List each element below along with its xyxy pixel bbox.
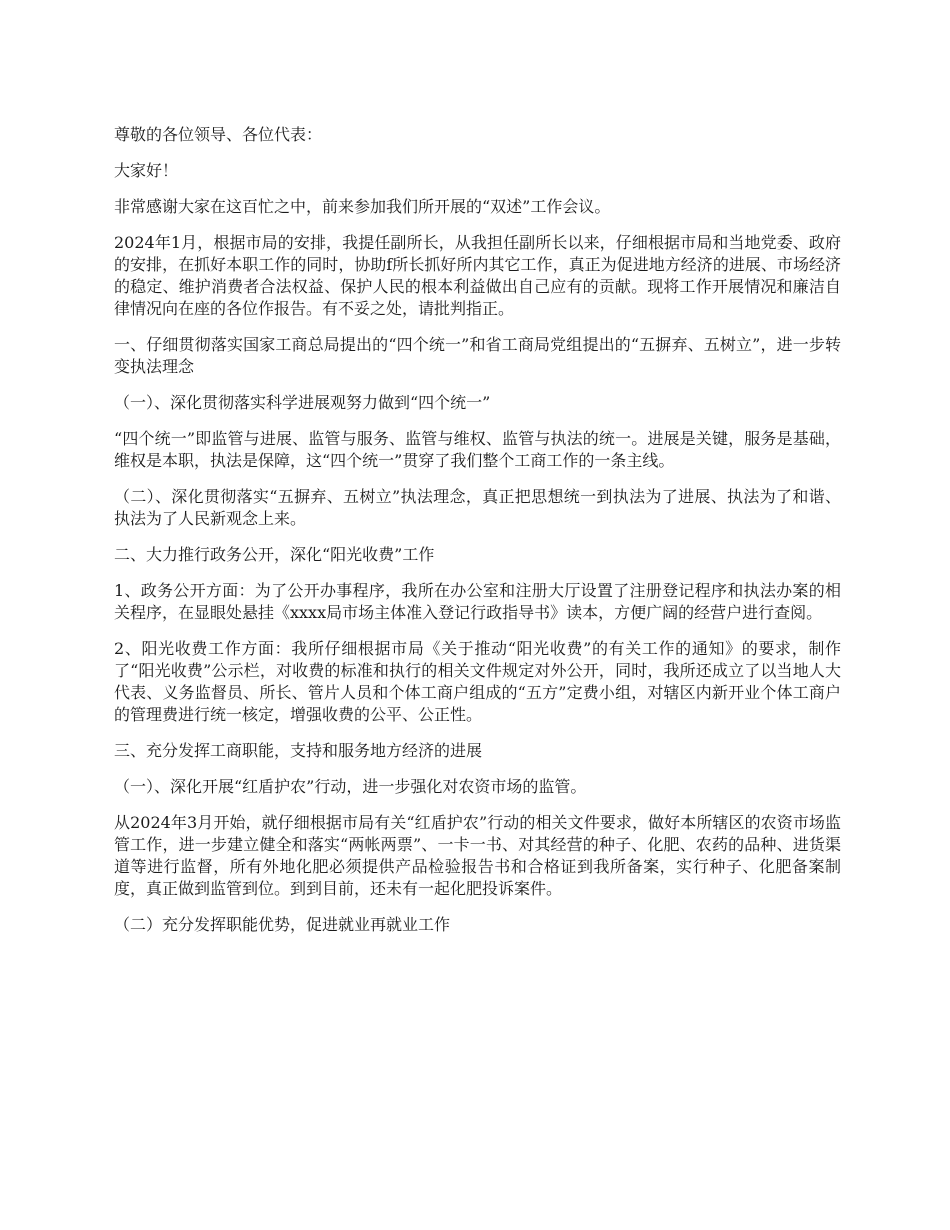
body-paragraph: 从2024年3月开始，就仔细根据市局有关“红盾护农”行动的相关文件要求，做好本所辖区的农资市场监管工作，进一步建立健全和落实“两帐两票”、一卡一书、对其经营的种子、化肥、农药的品种、进货渠道等进行监督，所有外地化肥必须提供产品检验报告书和合格证到我所备案，实行种子、化肥备案制度，真正做到监管到位。到到目前，还未有一起化肥投诉案件。 [114,813,841,898]
document-body [114,124,841,950]
subsection-heading-3-2: （二）充分发挥职能优势，促进就业再就业工作 [114,915,451,934]
subsection-heading-1-2: （二）、深化贯彻落实“五摒弃、五树立”执法理念，真正把思想统一到执法为了进展、执法为了和谐、执法为了人民新观念上来。 [114,487,841,528]
opening-thanks: 非常感谢大家在这百忙之中，前来参加我们所开展的“双述”工作会议。 [114,197,611,216]
section-heading-2: 二、大力推行政务公开，深化“阳光收费”工作 [114,545,435,564]
subsection-heading-1-1: （一）、深化贯彻落实科学进展观努力做到“四个统一” [114,393,491,412]
body-paragraph: 1、政务公开方面：为了公开办事程序，我所在办公室和注册大厅设置了注册登记程序和执法办案的相关程序，在显眼处悬挂《xxxx局市场主体准入登记行政指导书》读本，方便广阔的经营户进行查阅。 [114,581,841,622]
greeting: 大家好！ [114,161,179,180]
section-heading-1: 一、仔细贯彻落实国家工商总局提出的“四个统一”和省工商局党组提出的“五摒弃、五树立”，进一步转变执法理念 [114,335,841,376]
intro-paragraph: 2024年1月，根据市局的安排，我提任副所长，从我担任副所长以来，仔细根据市局和当地党委、政府的安排，在抓好本职工作的同时，协助f所长抓好所内其它工作，真正为促进地方经济的进展、市场经济的稳定、维护消费者合法权益、保护人民的根本利益做出自己应有的贡献。现将工作开展情况和廉洁自律情况向在座的各位作报告。有不妥之处，请批判指正。 [114,233,841,318]
subsection-heading-3-1: （一）、深化开展“红盾护农”行动，进一步强化对农资市场的监管。 [114,777,587,796]
body-paragraph: 2、阳光收费工作方面：我所仔细根据市局《关于推动“阳光收费”的有关工作的通知》的要求，制作了“阳光收费”公示栏，对收费的标准和执行的相关文件规定对外公开，同时，我所还成立了以当地人大代表、义务监督员、所长、管片人员和个体工商户组成的“五方”定费小组，对辖区内新开业个体工商户的管理费进行统一核定，增强收费的公平、公正性。 [114,639,841,724]
section-heading-3: 三、充分发挥工商职能，支持和服务地方经济的进展 [114,741,483,760]
body-paragraph: “四个统一”即监管与进展、监管与服务、监管与维权、监管与执法的统一。进展是关键，服务是基础，维权是本职，执法是保障，这“四个统一”贯穿了我们整个工商工作的一条主线。 [114,429,841,470]
salutation: 尊敬的各位领导、各位代表： [114,125,323,144]
